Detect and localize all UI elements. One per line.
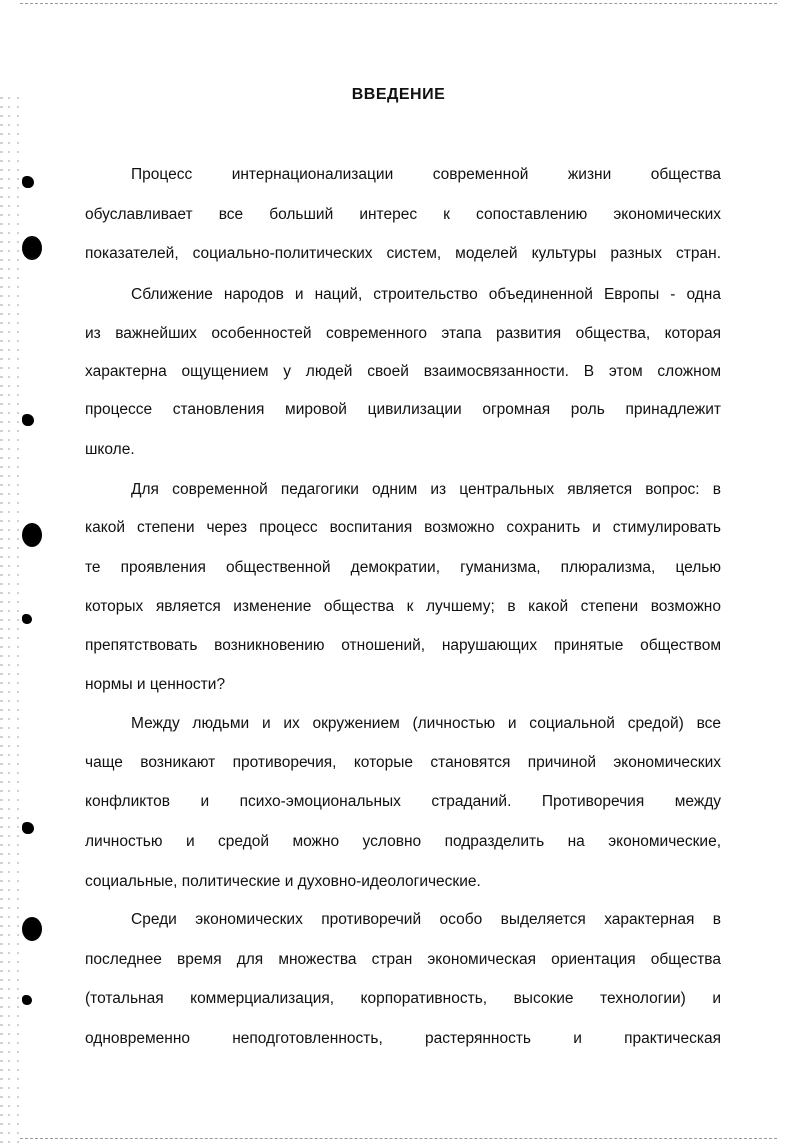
paragraph-line: обуславливает все больший интерес к сопоставлению экономических <box>85 206 721 223</box>
binding-mark <box>22 176 34 188</box>
paragraph-line: те проявления общественной демократии, гуманизма, плюрализма, целью <box>85 559 721 576</box>
paragraph-line: последнее время для множества стран экономическая ориентация общества <box>85 951 721 968</box>
paragraph-line: процессе становления мировой цивилизации огромная роль принадлежит <box>85 401 721 418</box>
binding-mark <box>22 822 34 834</box>
binding-edge <box>0 90 24 1144</box>
scan-edge-bottom <box>20 1138 777 1139</box>
paragraph-line: социальные, политические и духовно-идеологические. <box>85 873 481 890</box>
paragraph-line: из важнейших особенностей современного этапа развития общества, которая <box>85 325 721 342</box>
binding-mark <box>22 414 34 426</box>
paragraph-line: Процесс интернационализации современной жизни общества <box>131 166 721 183</box>
paragraph-line: Между людьми и их окружением (личностью и социальной средой) все <box>131 715 721 732</box>
paragraph-line: характерна ощущением у людей своей взаимосвязанности. В этом сложном <box>85 363 721 380</box>
binding-mark <box>22 995 32 1005</box>
paragraph-line: одновременно неподготовленность, растерянность и практическая <box>85 1030 721 1047</box>
paragraph-line: конфликтов и психо-эмоциональных страданий. Противоречия между <box>85 793 721 810</box>
paragraph-line: препятствовать возникновению отношений, нарушающих принятые обществом <box>85 637 721 654</box>
paragraph-line: Среди экономических противоречий особо выделяется характерная в <box>131 911 721 928</box>
paragraph-line: Для современной педагогики одним из центральных является вопрос: в <box>131 481 721 498</box>
document-title: ВВЕДЕНИЕ <box>351 86 446 103</box>
paragraph-line: Сближение народов и наций, строительство объединенной Европы - одна <box>131 286 721 303</box>
paragraph-line: чаще возникают противоречия, которые становятся причиной экономических <box>85 754 721 771</box>
paragraph-line: нормы и ценности? <box>85 676 226 693</box>
punch-hole <box>22 917 42 941</box>
binding-mark <box>22 614 32 624</box>
paragraph-line: (тотальная коммерциализация, корпоративность, высокие технологии) и <box>85 990 721 1007</box>
paragraph-line: личностью и средой можно условно подразделить на экономические, <box>85 833 721 850</box>
paragraph-line: которых является изменение общества к лучшему; в какой степени возможно <box>85 598 721 615</box>
paragraph-line: какой степени через процесс воспитания возможно сохранить и стимулировать <box>85 519 721 536</box>
scan-edge-top <box>20 3 777 4</box>
punch-hole <box>22 236 42 260</box>
paragraph-line: школе. <box>85 441 135 458</box>
punch-hole <box>22 523 42 547</box>
paragraph-line: показателей, социально-политических систем, моделей культуры разных стран. <box>85 245 721 262</box>
